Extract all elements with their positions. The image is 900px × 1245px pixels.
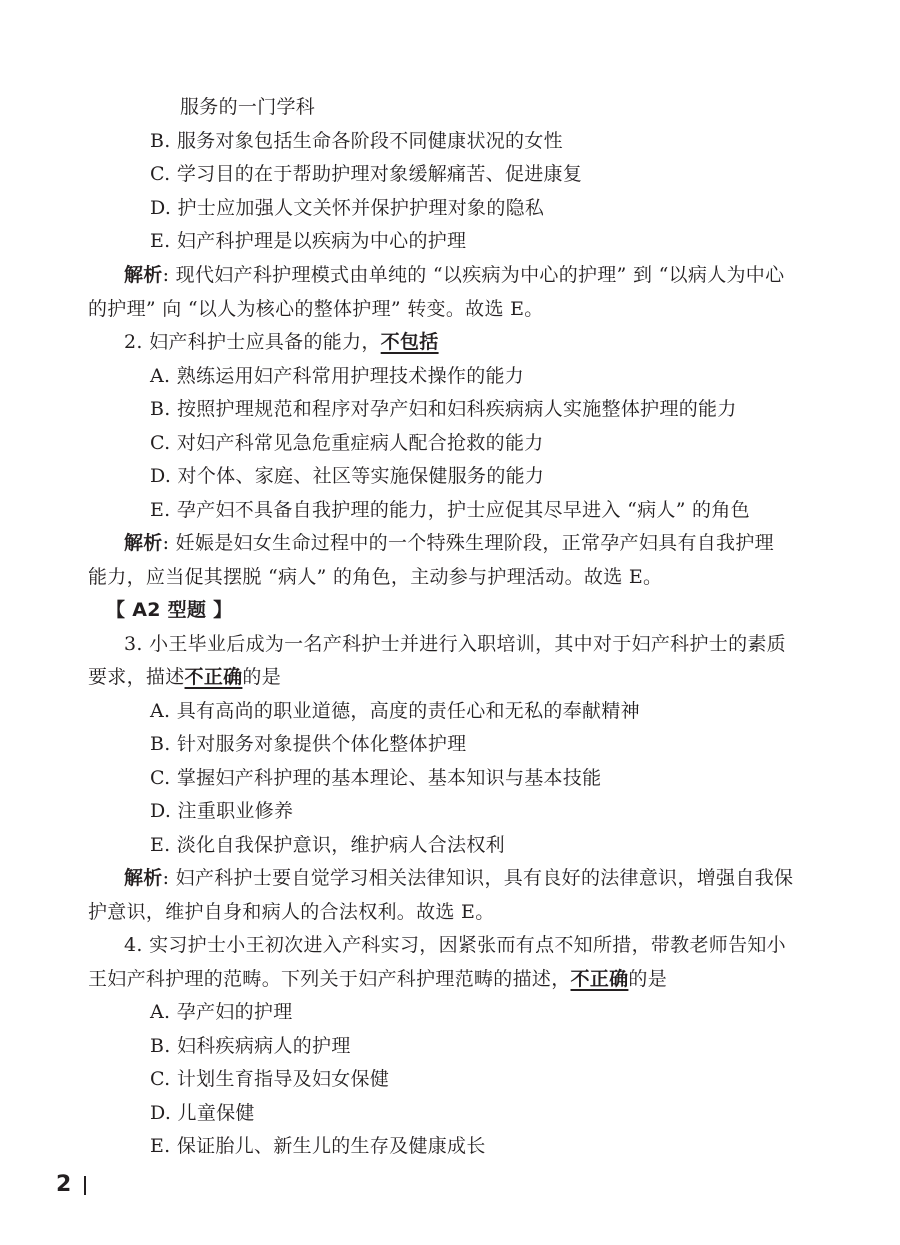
- q3-stem-line1: 3. 小王毕业后成为一名产科护士并进行入职培训，其中对于妇产科护士的素质: [124, 633, 786, 655]
- page-number: 2: [56, 1172, 72, 1197]
- q4-option-a: A. 孕产妇的护理: [150, 1001, 293, 1023]
- q2-option-d: D. 对个体、家庭、社区等实施保健服务的能力: [150, 465, 545, 487]
- q3-stem-suffix: 的是: [242, 666, 282, 688]
- q3-stem-line2: [88, 665, 281, 689]
- q4-stem-emphasis: 不正确: [570, 968, 629, 990]
- q1-option-d: D. 护士应加强人文关怀并保护护理对象的隐私: [150, 197, 545, 219]
- q1-option-e: E. 妇产科护理是以疾病为中心的护理: [150, 230, 467, 252]
- q1-option-c: C. 学习目的在于帮助护理对象缓解痛苦、促进康复: [150, 163, 583, 185]
- q1-analysis-text1: : 现代妇产科护理模式由单纯的 “以疾病为中心的护理” 到 “以病人为中心: [162, 264, 785, 286]
- q4-option-e: E. 保证胎儿、新生儿的生存及健康成长: [150, 1135, 486, 1157]
- q3-option-b: B. 针对服务对象提供个体化整体护理: [150, 733, 467, 755]
- q3-option-e: E. 淡化自我保护意识，维护病人合法权利: [150, 834, 505, 856]
- q4-stem-suffix: 的是: [628, 968, 668, 990]
- q2-stem-emphasis: 不包括: [380, 331, 439, 353]
- q3-analysis-label: 解析: [124, 867, 163, 889]
- q2-option-a: A. 熟练运用妇产科常用护理技术操作的能力: [150, 365, 525, 387]
- q2-analysis-label: 解析: [124, 532, 163, 554]
- q1-analysis-line1: [124, 263, 784, 287]
- q2-analysis-line2: 能力，应当促其摆脱 “病人” 的角色，主动参与护理活动。故选 E。: [88, 566, 663, 588]
- q4-stem-line1: 4. 实习护士小王初次进入产科实习，因紧张而有点不知所措，带教老师告知小: [124, 934, 786, 956]
- q4-stem-line2: [88, 967, 667, 991]
- q4-stem-prefix: 王妇产科护理的范畴。下列关于妇产科护理范畴的描述，: [88, 968, 571, 990]
- q4-option-d: D. 儿童保健: [150, 1102, 255, 1124]
- q2-analysis-text1: : 妊娠是妇女生命过程中的一个特殊生理阶段，正常孕产妇具有自我护理: [162, 532, 774, 554]
- q3-option-c: C. 掌握妇产科护理的基本理论、基本知识与基本技能: [150, 767, 602, 789]
- page-number-divider: [84, 1176, 86, 1195]
- q2-stem-text: 2. 妇产科护士应具备的能力，: [124, 331, 381, 353]
- q3-option-a: A. 具有高尚的职业道德，高度的责任心和无私的奉献精神: [150, 700, 640, 722]
- q3-analysis-line1: [124, 866, 793, 890]
- q3-option-d: D. 注重职业修养: [150, 800, 294, 822]
- q2-option-e: E. 孕产妇不具备自我护理的能力，护士应促其尽早进入 “病人” 的角色: [150, 499, 750, 521]
- q3-stem-prefix: 要求，描述: [88, 666, 185, 688]
- q1-analysis-line2: 的护理” 向 “以人为核心的整体护理” 转变。故选 E。: [88, 298, 544, 320]
- q4-option-c: C. 计划生育指导及妇女保健: [150, 1068, 390, 1090]
- q4-option-b: B. 妇科疾病病人的护理: [150, 1035, 351, 1057]
- q1-stem-continuation: 服务的一门学科: [180, 96, 316, 118]
- q2-option-c: C. 对妇产科常见急危重症病人配合抢救的能力: [150, 432, 544, 454]
- q3-analysis-text1: : 妇产科护士要自觉学习相关法律知识，具有良好的法律意识，增强自我保: [162, 867, 794, 889]
- q2-option-b: B. 按照护理规范和程序对孕产妇和妇科疾病病人实施整体护理的能力: [150, 398, 737, 420]
- q3-analysis-line2: 护意识，维护自身和病人的合法权利。故选 E。: [88, 901, 495, 923]
- q2-analysis-line1: [124, 531, 774, 555]
- q1-option-b: B. 服务对象包括生命各阶段不同健康状况的女性: [150, 130, 563, 152]
- q3-stem-emphasis: 不正确: [184, 666, 243, 688]
- section-heading-a2: 【 A2 型题 】: [106, 599, 233, 621]
- q2-stem: [124, 330, 439, 354]
- q1-analysis-label: 解析: [124, 264, 163, 286]
